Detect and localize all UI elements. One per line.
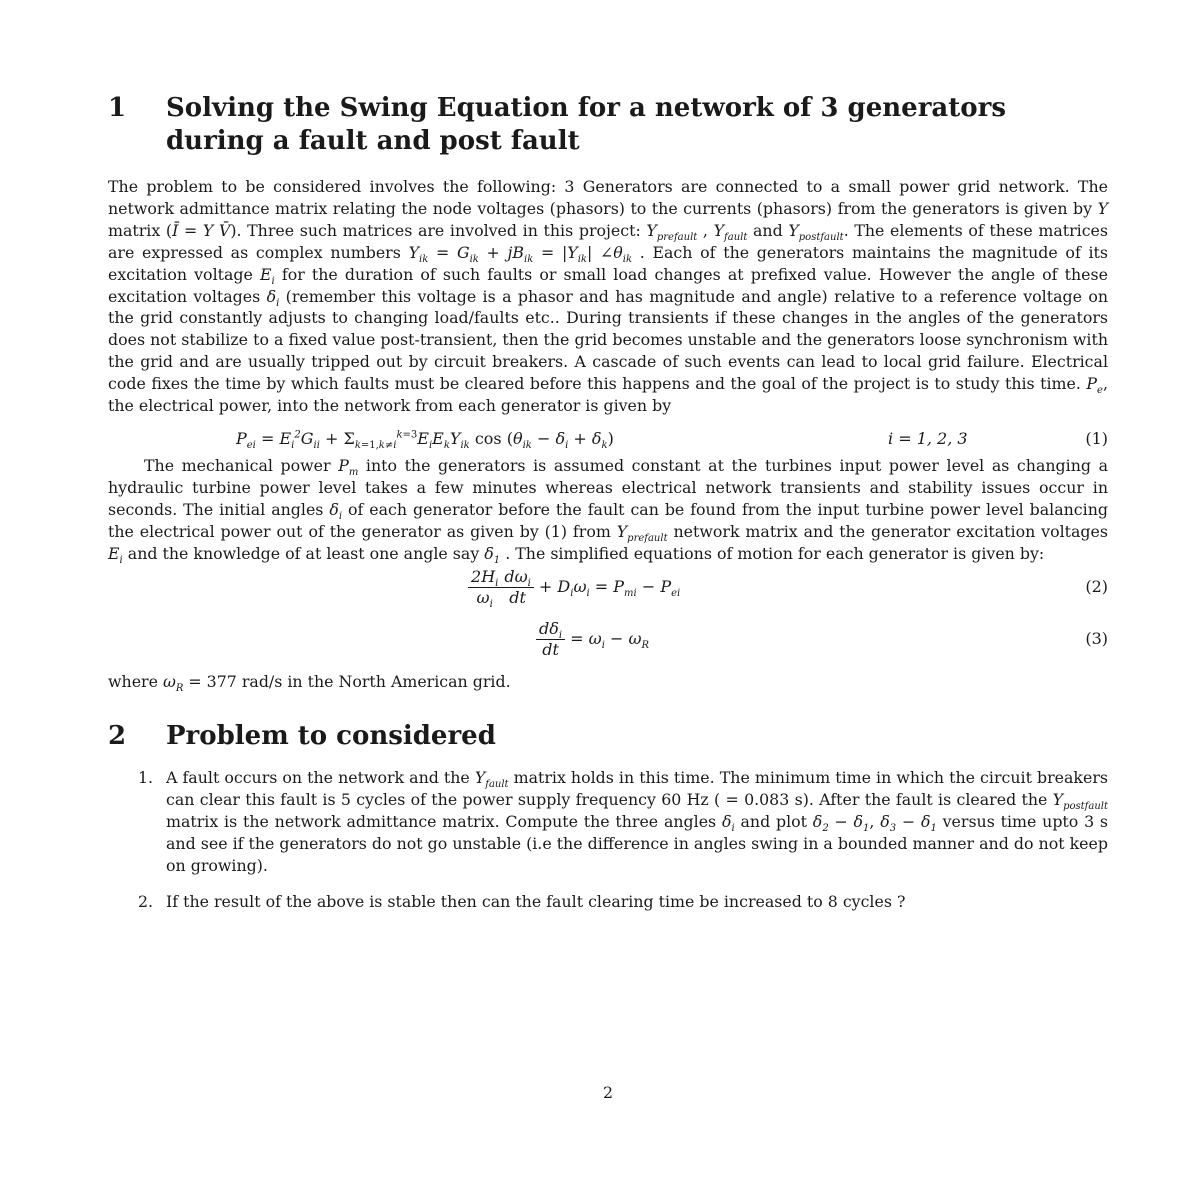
intro-paragraph: The problem to be considered involves the following: 3 Generators are connected to a small power grid network. The network admittance matrix relating the node voltages (phasors) to the currents (phasors) from the generators is given by Y matrix (Ī = Y V̄). Three such matrices are involved in this project: $Y_{prefault}$ , $Y_{fault}$ and $Y_{postfault}$. The elements of these matrices are expressed as complex numbers $Y_{ik} = G_{ik} + jB_{ik} = |Y_{ik}|$ $\angle\theta_{ik}$ . Each of the generators maintains the magnitude of its excitation voltage $E_i$ for the duration of such faults or small load changes at prefixed value. However the angle of these excitation voltages $\delta_i$ (remember this voltage is a phasor and has magnitude and angle) relative to a reference voltage on the grid constantly adjusts to changing load/faults etc.. During transients if these changes in the angles of the generators does not stabilize to a fixed value post-transient, then the grid becomes unstable and the generators loose synchronism with the grid and are usually tripped out by circuit breakers. A cascade of such events can lead to local grid failure. Electrical code fixes the time by which faults must be cleared before this happens and the goal of the project is to study this time. $P_e$, the electrical power, into the network from each generator is given by (108, 177, 1109, 416)
equation-1-tag: (1) (1085, 428, 1108, 448)
list-item-label: 2. (138, 891, 154, 911)
list-item-label: 1. (138, 768, 154, 788)
section-1-title: Solving the Swing Equation for a network of 3 generators during a fault and post fault (166, 93, 1006, 156)
list-item-text: A fault occurs on the network and the $Y_{fault}$ matrix holds in this time. The minimum time in which the circuit breakers can clear this fault is 5 cycles of the power supply frequency 60 Hz ( = 0.083 s). After the fault is cleared the $Y_{postfault}$ matrix is the network admittance matrix. Compute the three angles $\delta_i$ and plot $\delta_2 - \delta_1$, $\delta_3 - \delta_1$ versus time upto 3 s and see if the generators do not go unstable (i.e the difference in angles swing in a bounded manner and do not keep on growing). (166, 768, 1109, 876)
section-2-heading (108, 720, 1108, 753)
list-item (108, 767, 1108, 877)
where-line: where $\omega_R = 377$ rad/s in the North American grid. (108, 671, 511, 694)
section-1-heading (108, 92, 1108, 158)
list-item-text: If the result of the above is stable then can the fault clearing time be increased to 8 cycles ? (166, 891, 906, 911)
section-2-title: Problem to considered (166, 721, 496, 752)
section-1-number: 1 (108, 93, 127, 123)
equation-2: $\frac{2H_i}{\omega_i}$ $\frac{d\omega_i}{dt}$ + $D_i\omega_i = P_{mi} - P_{ei}$ (2) (108, 565, 1108, 615)
document-page (108, 92, 1108, 927)
equation-1-range: i = 1, 2, 3 (888, 428, 968, 448)
equation-2-tag: (2) (1085, 576, 1108, 596)
problem-list (108, 767, 1108, 912)
equation-3: $\frac{d\delta_i}{dt}$ = $\omega_i - \omega_R$ (3) (108, 617, 1108, 667)
page-number: 2 (602, 1083, 614, 1102)
section-2-number: 2 (108, 721, 127, 752)
list-item (108, 891, 1108, 913)
equation-1: $P_{ei} = E_i^2G_{ii} + \Sigma_{k=1,k\ne i}^{k=3}E_iE_kY_{ik}$ $\cos (\theta_{ik} - \delta_i + \delta_k)$ i = 1, 2, 3 (1) (236, 428, 1108, 452)
equation-3-tag: (3) (1085, 628, 1108, 648)
mechanical-power-paragraph: The mechanical power $P_m$ into the generators is assumed constant at the turbines input power level as changing a hydraulic turbine power level takes a few minutes whereas electrical network transients and stability issues occur in seconds. The initial angles $\delta_i$ of each generator before the fault can be found from the input turbine power level balancing the electrical power out of the generator as given by (1) from $Y_{prefault}$ network matrix and the generator excitation voltages $E_i$ and the knowledge of at least one angle say $\delta_1$ . The simplified equations of motion for each generator is given by: (108, 455, 1109, 566)
